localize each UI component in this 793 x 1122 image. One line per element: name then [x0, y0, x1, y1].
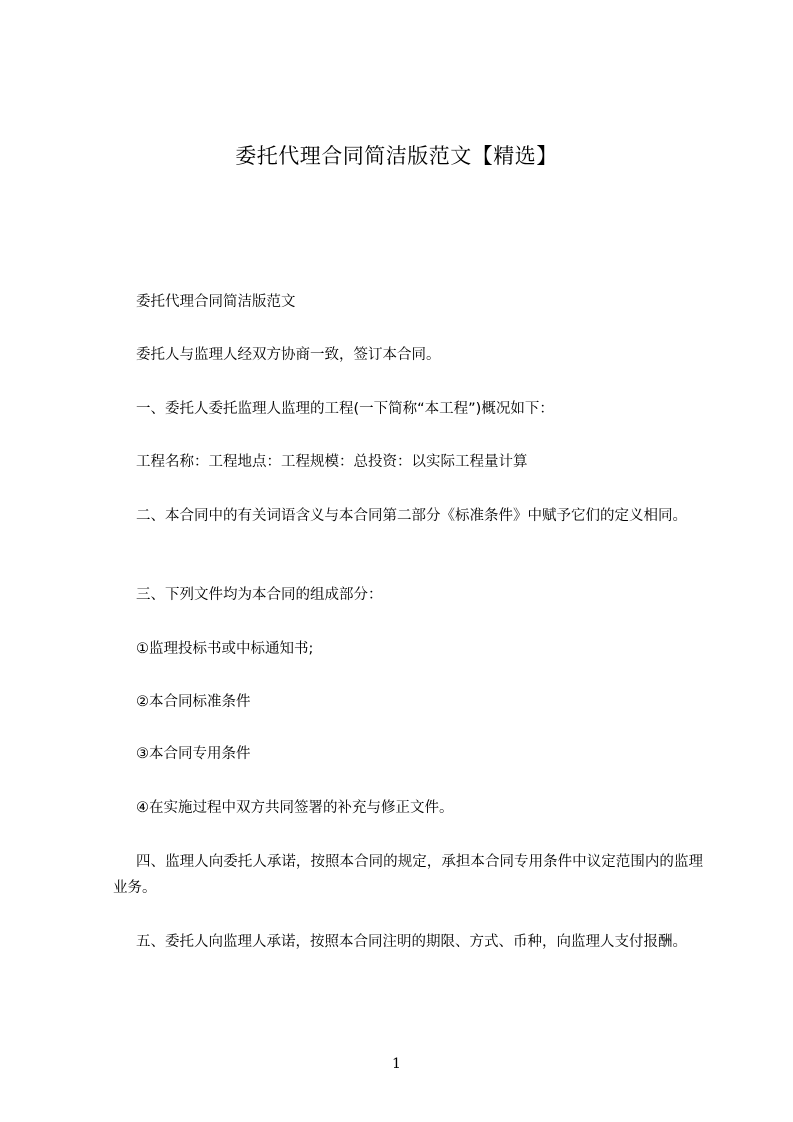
paragraph-clause-5: 五、委托人向监理人承诺，按照本合同注明的期限、方式、币种，向监理人支付报酬。: [136, 934, 687, 950]
paragraph-item-3: ③本合同专用条件: [136, 746, 251, 762]
page-number: 1: [392, 1056, 401, 1072]
document-title: 委托代理合同简洁版范文【精选】: [235, 144, 558, 168]
paragraph-item-4: ④在实施过程中双方共同签署的补充与修正文件。: [136, 800, 454, 816]
paragraph-item-1: ①监理投标书或中标通知书;: [136, 641, 314, 657]
paragraph-project-info: 工程名称：工程地点：工程规模：总投资：以实际工程量计算: [136, 454, 528, 470]
paragraph-clause-1: 一、委托人委托监理人监理的工程(一下简称“本工程”)概况如下：: [136, 401, 554, 417]
paragraph-item-2: ②本合同标准条件: [136, 694, 251, 710]
paragraph-intro: 委托人与监理人经双方协商一致，签订本合同。: [136, 347, 441, 363]
paragraph-heading: 委托代理合同简洁版范文: [136, 294, 296, 310]
paragraph-clause-2: 二、本合同中的有关词语含义与本合同第二部分《标准条件》中赋予它们的定义相同。: [136, 508, 687, 524]
paragraph-clause-3: 三、下列文件均为本合同的组成部分：: [136, 587, 383, 603]
paragraph-clause-4: 四、监理人向委托人承诺，按照本合同的规定，承担本合同专用条件中议定范围内的监理业务。: [113, 854, 703, 896]
